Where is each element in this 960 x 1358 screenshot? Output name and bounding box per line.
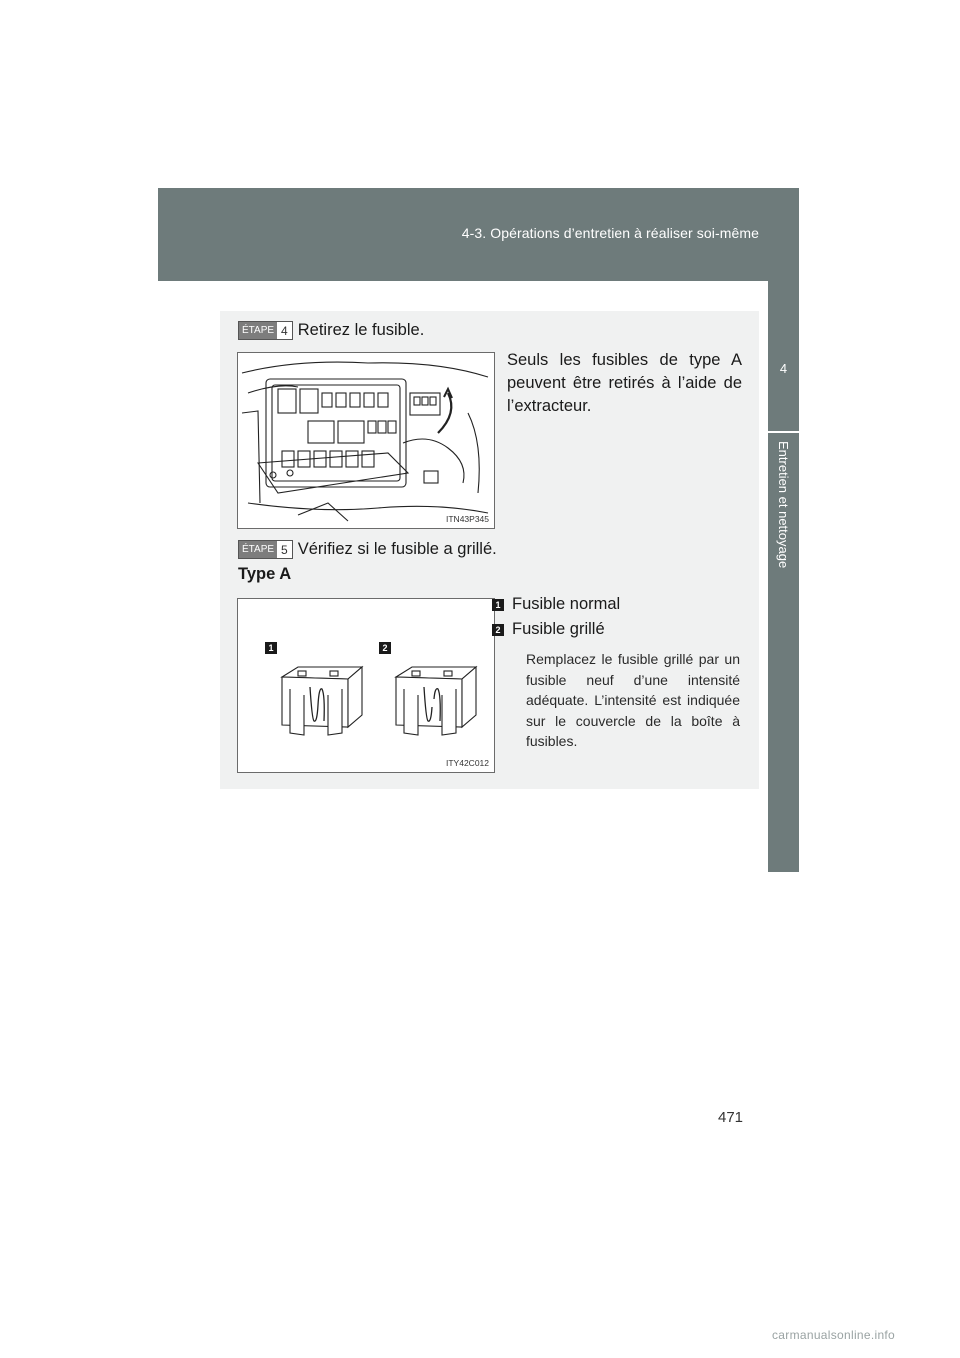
side-tab-divider [768, 431, 799, 433]
step-5-line [238, 540, 497, 559]
step-5-figure-code: ITY42C012 [446, 758, 489, 768]
step-5-badge-word: ÉTAPE [239, 541, 277, 558]
step-4-figure-code: ITN43P345 [446, 514, 489, 524]
fuse-drawings [238, 599, 494, 772]
step-4-line [238, 321, 424, 340]
content-box [220, 311, 759, 789]
fuse-box-illustration [237, 352, 495, 529]
figure-marker-1: 1 [265, 642, 277, 654]
step-4-badge-word: ÉTAPE [239, 322, 277, 339]
legend-item-blown [492, 620, 605, 639]
legend-marker-2: 2 [492, 624, 504, 636]
fuse-box-drawing [238, 353, 494, 528]
step-5-note: Remplacez le fusible grillé par un fusible neuf d’une intensité adéquate. L’intensité est indiquée sur le couvercle de la boîte à fusibles. [526, 651, 740, 749]
legend-label-normal: Fusible normal [512, 595, 621, 613]
legend-label-blown: Fusible grillé [512, 620, 605, 638]
chapter-label: Entretien et nettoyage [776, 441, 791, 569]
step-5-badge-number: 5 [281, 542, 288, 557]
chapter-side-tab [768, 281, 799, 872]
fuse-comparison-illustration [237, 598, 495, 773]
section-title: 4-3. Opérations d’entretien à réaliser soi-même [461, 225, 759, 241]
figure-marker-2: 2 [379, 642, 391, 654]
header-band [158, 188, 799, 281]
step-5-badge [238, 540, 293, 559]
step-4-badge [238, 321, 293, 340]
watermark: carmanualsonline.info [772, 1328, 896, 1342]
chapter-number: 4 [779, 361, 788, 376]
page-number: 471 [718, 1109, 744, 1126]
step-4-note: Seuls les fusibles de type A peuvent être retirés à l’aide de l’extracteur. [507, 351, 742, 415]
step-4-instruction: Retirez le fusible. [297, 321, 425, 339]
legend-item-normal [492, 595, 620, 614]
step-4-badge-number: 4 [281, 323, 288, 338]
legend-marker-1: 1 [492, 599, 504, 611]
step-5-instruction: Vérifiez si le fusible a grillé. [297, 540, 497, 558]
type-heading: Type A [238, 565, 292, 583]
